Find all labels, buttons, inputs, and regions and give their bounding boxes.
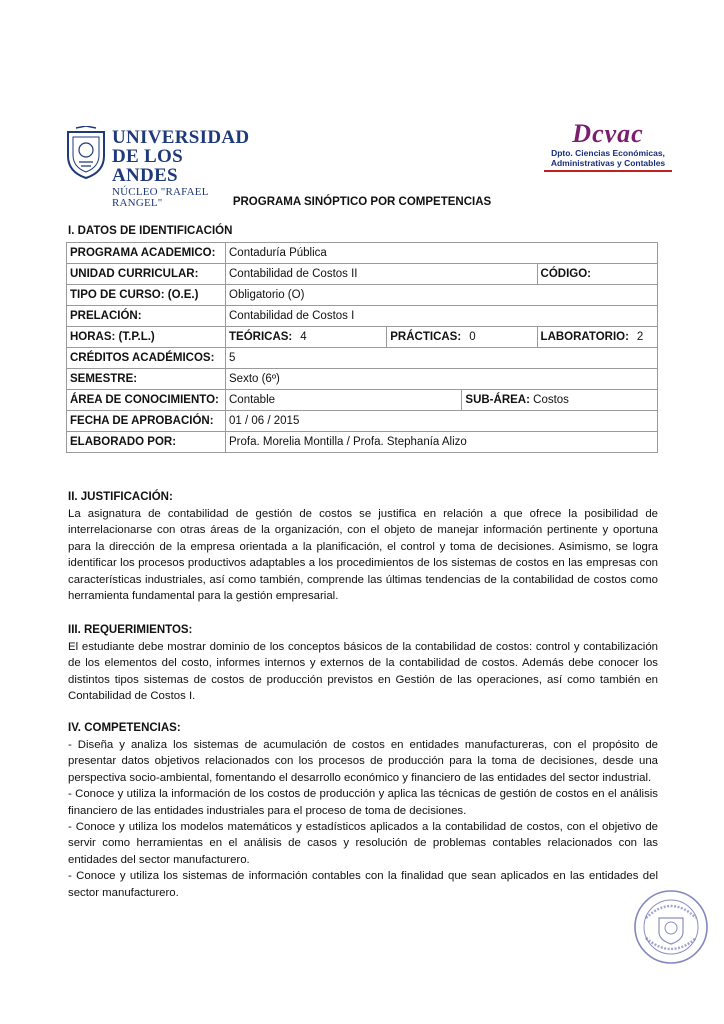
codigo-label: CÓDIGO: — [537, 264, 657, 285]
programa-value: Contaduría Pública — [226, 243, 658, 264]
elaborado-value: Profa. Morelia Montilla / Profa. Stephanía Alizo — [226, 432, 658, 453]
subarea-cell — [462, 390, 658, 411]
department-logo-underline — [544, 170, 672, 172]
semestre-label: SEMESTRE: — [67, 369, 226, 390]
area-label: ÁREA DE CONOCIMIENTO: — [67, 390, 226, 411]
table-row — [67, 432, 658, 453]
table-row — [67, 348, 658, 369]
department-name-line1: Dpto. Ciencias Económicas, — [551, 148, 665, 158]
requerimientos-paragraph: El estudiante debe mostrar dominio de los conceptos básicos de la contabilidad de costos: control y contabilización de los elementos del costo, informes internos y externos de la contabilidad de costos. Además debe conocer los distintos tipos sistemas de costos de producción previstos en Gestión de las operaciones, así como también en Contabilidad de Costos I. — [68, 641, 658, 703]
area-value: Contable — [226, 390, 462, 411]
practicas-value: 0 — [469, 331, 476, 343]
subarea-value: Costos — [533, 394, 569, 406]
section-identification-heading: I. DATOS DE IDENTIFICACIÓN — [68, 225, 233, 237]
department-name-line2: Administrativas y Contables — [550, 158, 666, 168]
justificacion-paragraph: La asignatura de contabilidad de gestión de costos se justifica en relación a que ofrece la posibilidad de interrelacionarse con otras áreas de la organización, con el objeto de manejar información pertinente y oportuna para la dirección de la empresa orientada a la planificación, el control y toma de decisiones. Asimismo, se logra identificar los procesos productivos adaptables a los procedimientos de los sistemas de costos en las empresas con características industriales, así como también, comprende las últimas tendencias de la contabilidad de costos como herramienta fundamental para la gestión empresarial. — [68, 508, 658, 603]
programa-label: PROGRAMA ACADEMICO: — [67, 243, 226, 264]
table-row — [67, 306, 658, 327]
list-item: - Conoce y utiliza los modelos matemáticos y estadísticos aplicados a la contabilidad de costos, con el objetivo de servir como herramientas en el análisis de casos y resolución de problemas contables relacionados con las entidades del sector manufacturero. — [68, 821, 658, 866]
teoricas-value: 4 — [300, 331, 307, 343]
document-title: PROGRAMA SINÓPTICO POR COMPETENCIAS — [232, 196, 492, 208]
practicas-cell — [387, 327, 537, 348]
creditos-label: CRÉDITOS ACADÉMICOS: — [67, 348, 226, 369]
competencias-list — [68, 737, 658, 901]
university-campus: NÚCLEO "RAFAEL RANGEL" — [112, 186, 209, 209]
teoricas-label: TEÓRICAS: — [229, 331, 293, 343]
practicas-label: PRÁCTICAS: — [390, 331, 462, 343]
elaborado-label: ELABORADO POR: — [67, 432, 226, 453]
justificacion-text — [68, 506, 658, 604]
laboratorio-label: LABORATORIO: — [540, 331, 629, 343]
fecha-label: FECHA DE APROBACIÓN: — [67, 411, 226, 432]
table-row — [67, 369, 658, 390]
university-logo — [64, 126, 250, 209]
table-row — [67, 327, 658, 348]
unidad-label: UNIDAD CURRICULAR: — [67, 264, 226, 285]
tipo-label: TIPO DE CURSO: (O.E.) — [67, 285, 226, 306]
department-brand: Dcvac — [572, 119, 644, 148]
table-row — [67, 390, 658, 411]
table-row — [67, 243, 658, 264]
university-seal-icon — [64, 126, 108, 180]
department-logo — [538, 120, 678, 176]
fecha-value: 01 / 06 / 2015 — [226, 411, 658, 432]
laboratorio-cell — [537, 327, 657, 348]
list-item: - Diseña y analiza los sistemas de acumulación de costos en entidades manufactureras, con el propósito de presentar datos objetivos relacionados con los procesos de producción para la toma de decisiones, desde una perspectiva socio-ambiental, fomentando el desarrollo económico y financiero de las entidades del sector industrial. — [68, 739, 658, 784]
semestre-value: Sexto (6º) — [226, 369, 658, 390]
prelacion-label: PRELACIÓN: — [67, 306, 226, 327]
table-row — [67, 285, 658, 306]
identification-table — [66, 242, 658, 453]
section-requerimientos-heading: III. REQUERIMIENTOS: — [68, 624, 193, 636]
horas-label: HORAS: (T.P.L.) — [67, 327, 226, 348]
requerimientos-text — [68, 639, 658, 705]
table-row — [67, 411, 658, 432]
unidad-value: Contabilidad de Costos II — [226, 264, 538, 285]
list-item: - Conoce y utiliza la información de los costos de producción y aplica las técnicas de gestión de costos en el análisis financiero de las entidades industriales para el proceso de toma de decisiones. — [68, 788, 658, 817]
official-stamp-icon — [632, 888, 710, 966]
university-name-line2: DE LOS ANDES — [112, 146, 183, 186]
laboratorio-value: 2 — [636, 331, 644, 343]
subarea-label: SUB-ÁREA: — [465, 394, 530, 406]
tipo-value: Obligatorio (O) — [226, 285, 658, 306]
university-name-line1: UNIVERSIDAD — [112, 127, 250, 148]
creditos-value: 5 — [226, 348, 658, 369]
prelacion-value: Contabilidad de Costos I — [226, 306, 658, 327]
list-item: - Conoce y utiliza los sistemas de información contables con la finalidad que sean aplicados en las entidades del sector manufacturero. — [68, 870, 658, 899]
teoricas-cell — [226, 327, 387, 348]
section-justificacion-heading: II. JUSTIFICACIÓN: — [68, 491, 173, 503]
table-row — [67, 264, 658, 285]
section-competencias-heading: IV. COMPETENCIAS: — [68, 722, 181, 734]
